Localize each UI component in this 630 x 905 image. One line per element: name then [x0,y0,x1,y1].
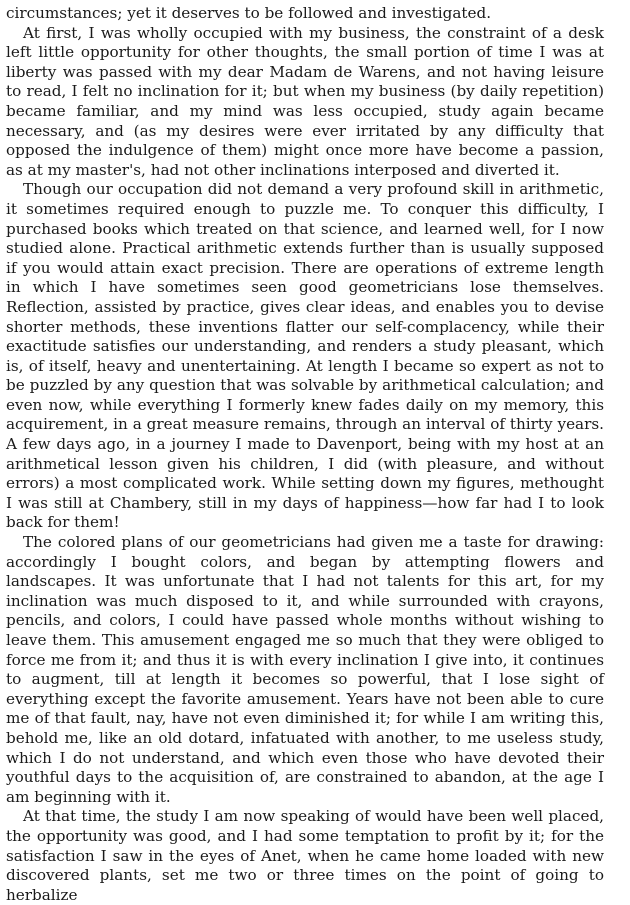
paragraph-4: The colored plans of our geometricians had given me a taste for drawing: accordingly I bought colors, and began by attempting flowers and landscapes. It was unfortunate that I had not talents for this art, for my inclination was much disposed to it, and while surrounded with crayons, pencils, and colors, I could have passed whole months without wishing to leave them. This amusement engaged me so much that they were obliged to force me from it; and thus it is with every inclination I give into, it continues to augment, till at length it becomes so powerful, that I lose sight of everything except the favorite amusement. Years have not been able to cure me of that fault, nay, have not even diminished it; for while I am writing this, behold me, like an old dotard, infatuated with another, to me useless study, which I do not understand, and which even those who have devoted their youthful days to the acquisition of, are constrained to abandon, at the age I am beginning with it. [6,533,604,806]
paragraph-1: circumstances; yet it deserves to be followed and investigated. [6,4,492,22]
paragraph-5: At that time, the study I am now speaking of would have been well placed, the opportunity was good, and I had some temptation to profit by it; for the satisfaction I saw in the eyes of Anet, when he came home loaded with new discovered plants, set me two or three times on the point of going to herbalize [6,807,604,904]
paragraph-2: At first, I was wholly occupied with my business, the constraint of a desk left little opportunity for other thoughts, the small portion of time I was at liberty was passed with my dear Madam de Warens, and not having leisure to read, I felt no inclination for it; but when my business (by daily repetition) became familiar, and my mind was less occupied, study again became necessary, and (as my desires were ever irritated by any difficulty that opposed the indulgence of them) might once more have become a passion, as at my master's, had not other inclinations interposed and diverted it. [6,23,604,179]
paragraph-3: Though our occupation did not demand a very profound skill in arithmetic, it sometimes required enough to puzzle me. To conquer this difficulty, I purchased books which treated on that science, and learned well, for I now studied alone. Practical arithmetic extends further than is usually supposed if you would attain exact precision. There are operations of extreme length in which I have sometimes seen good geometricians lose themselves. Reflection, assisted by practice, gives clear ideas, and enables you to devise shorter methods, these inventions flatter our self-complacency, while their exactitude satisfies our understanding, and renders a study pleasant, which is, of itself, heavy and unentertaining. At length I became so expert as not to be puzzled by any question that was solvable by arithmetical calculation; and even now, while everything I formerly knew fades daily on my memory, this acquirement, in a great measure remains, through an interval of thirty years. A few days ago, in a journey I made to Davenport, being with my host at an arithmetical lesson given his children, I did (with pleasure, and without errors) a most complicated work. While setting down my figures, methought I was still at Chambery, still in my days of happiness—how far had I to look back for them! [6,180,604,532]
